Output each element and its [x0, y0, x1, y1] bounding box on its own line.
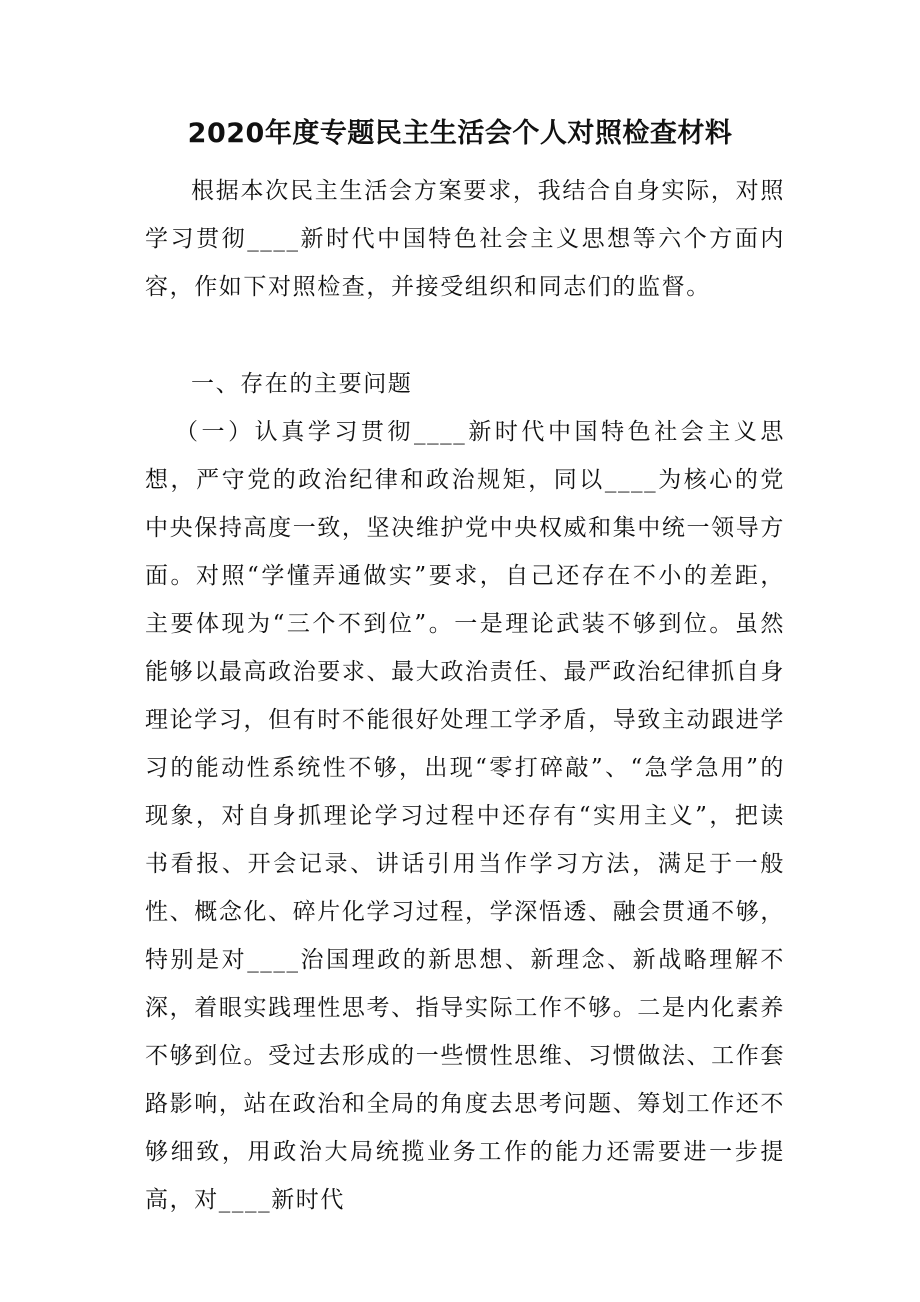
section-paragraph: （一）认真学习贯彻____新时代中国特色社会主义思想，严守党的政治纪律和政治规矩，同以____为核心的党中央保持高度一致，坚决维护党中央权威和集中统一领导方面。对照“学懂弄通做实”要求，自己还存在不小的差距，主要体现为“三个不到位”。一是理论武装不够到位。虽然能够以最高政治要求、最大政治责任、最严政治纪律抓自身理论学习，但有时不能很好处理工学矛盾，导致主动跟进学习的能动性系统性不够，出现“零打碎敲”、“急学急用”的现象，对自身抓理论学习过程中还存有“实用主义”，把读书看报、开会记录、讲话引用当作学习方法，满足于一般性、概念化、碎片化学习过程，学深悟透、融会贯通不够，特别是对____治国理政的新思想、新理念、新战略理解不深，着眼实践理性思考、指导实际工作不够。二是内化素养不够到位。受过去形成的一些惯性思维、习惯做法、工作套路影响，站在政治和全局的角度去思考问题、筹划工作还不够细致，用政治大局统揽业务工作的能力还需要进一步提高，对____新时代 — [145, 419, 785, 1213]
document-title: 2020年度专题民主生活会个人对照检查材料 — [187, 118, 733, 149]
section-heading: 一、存在的主要问题 — [191, 371, 413, 397]
intro-paragraph: 根据本次民主生活会方案要求，我结合自身实际，对照学习贯彻____新时代中国特色社会主义思想等六个方面内容，作如下对照检查，并接受组织和同志们的监督。 — [145, 178, 785, 300]
